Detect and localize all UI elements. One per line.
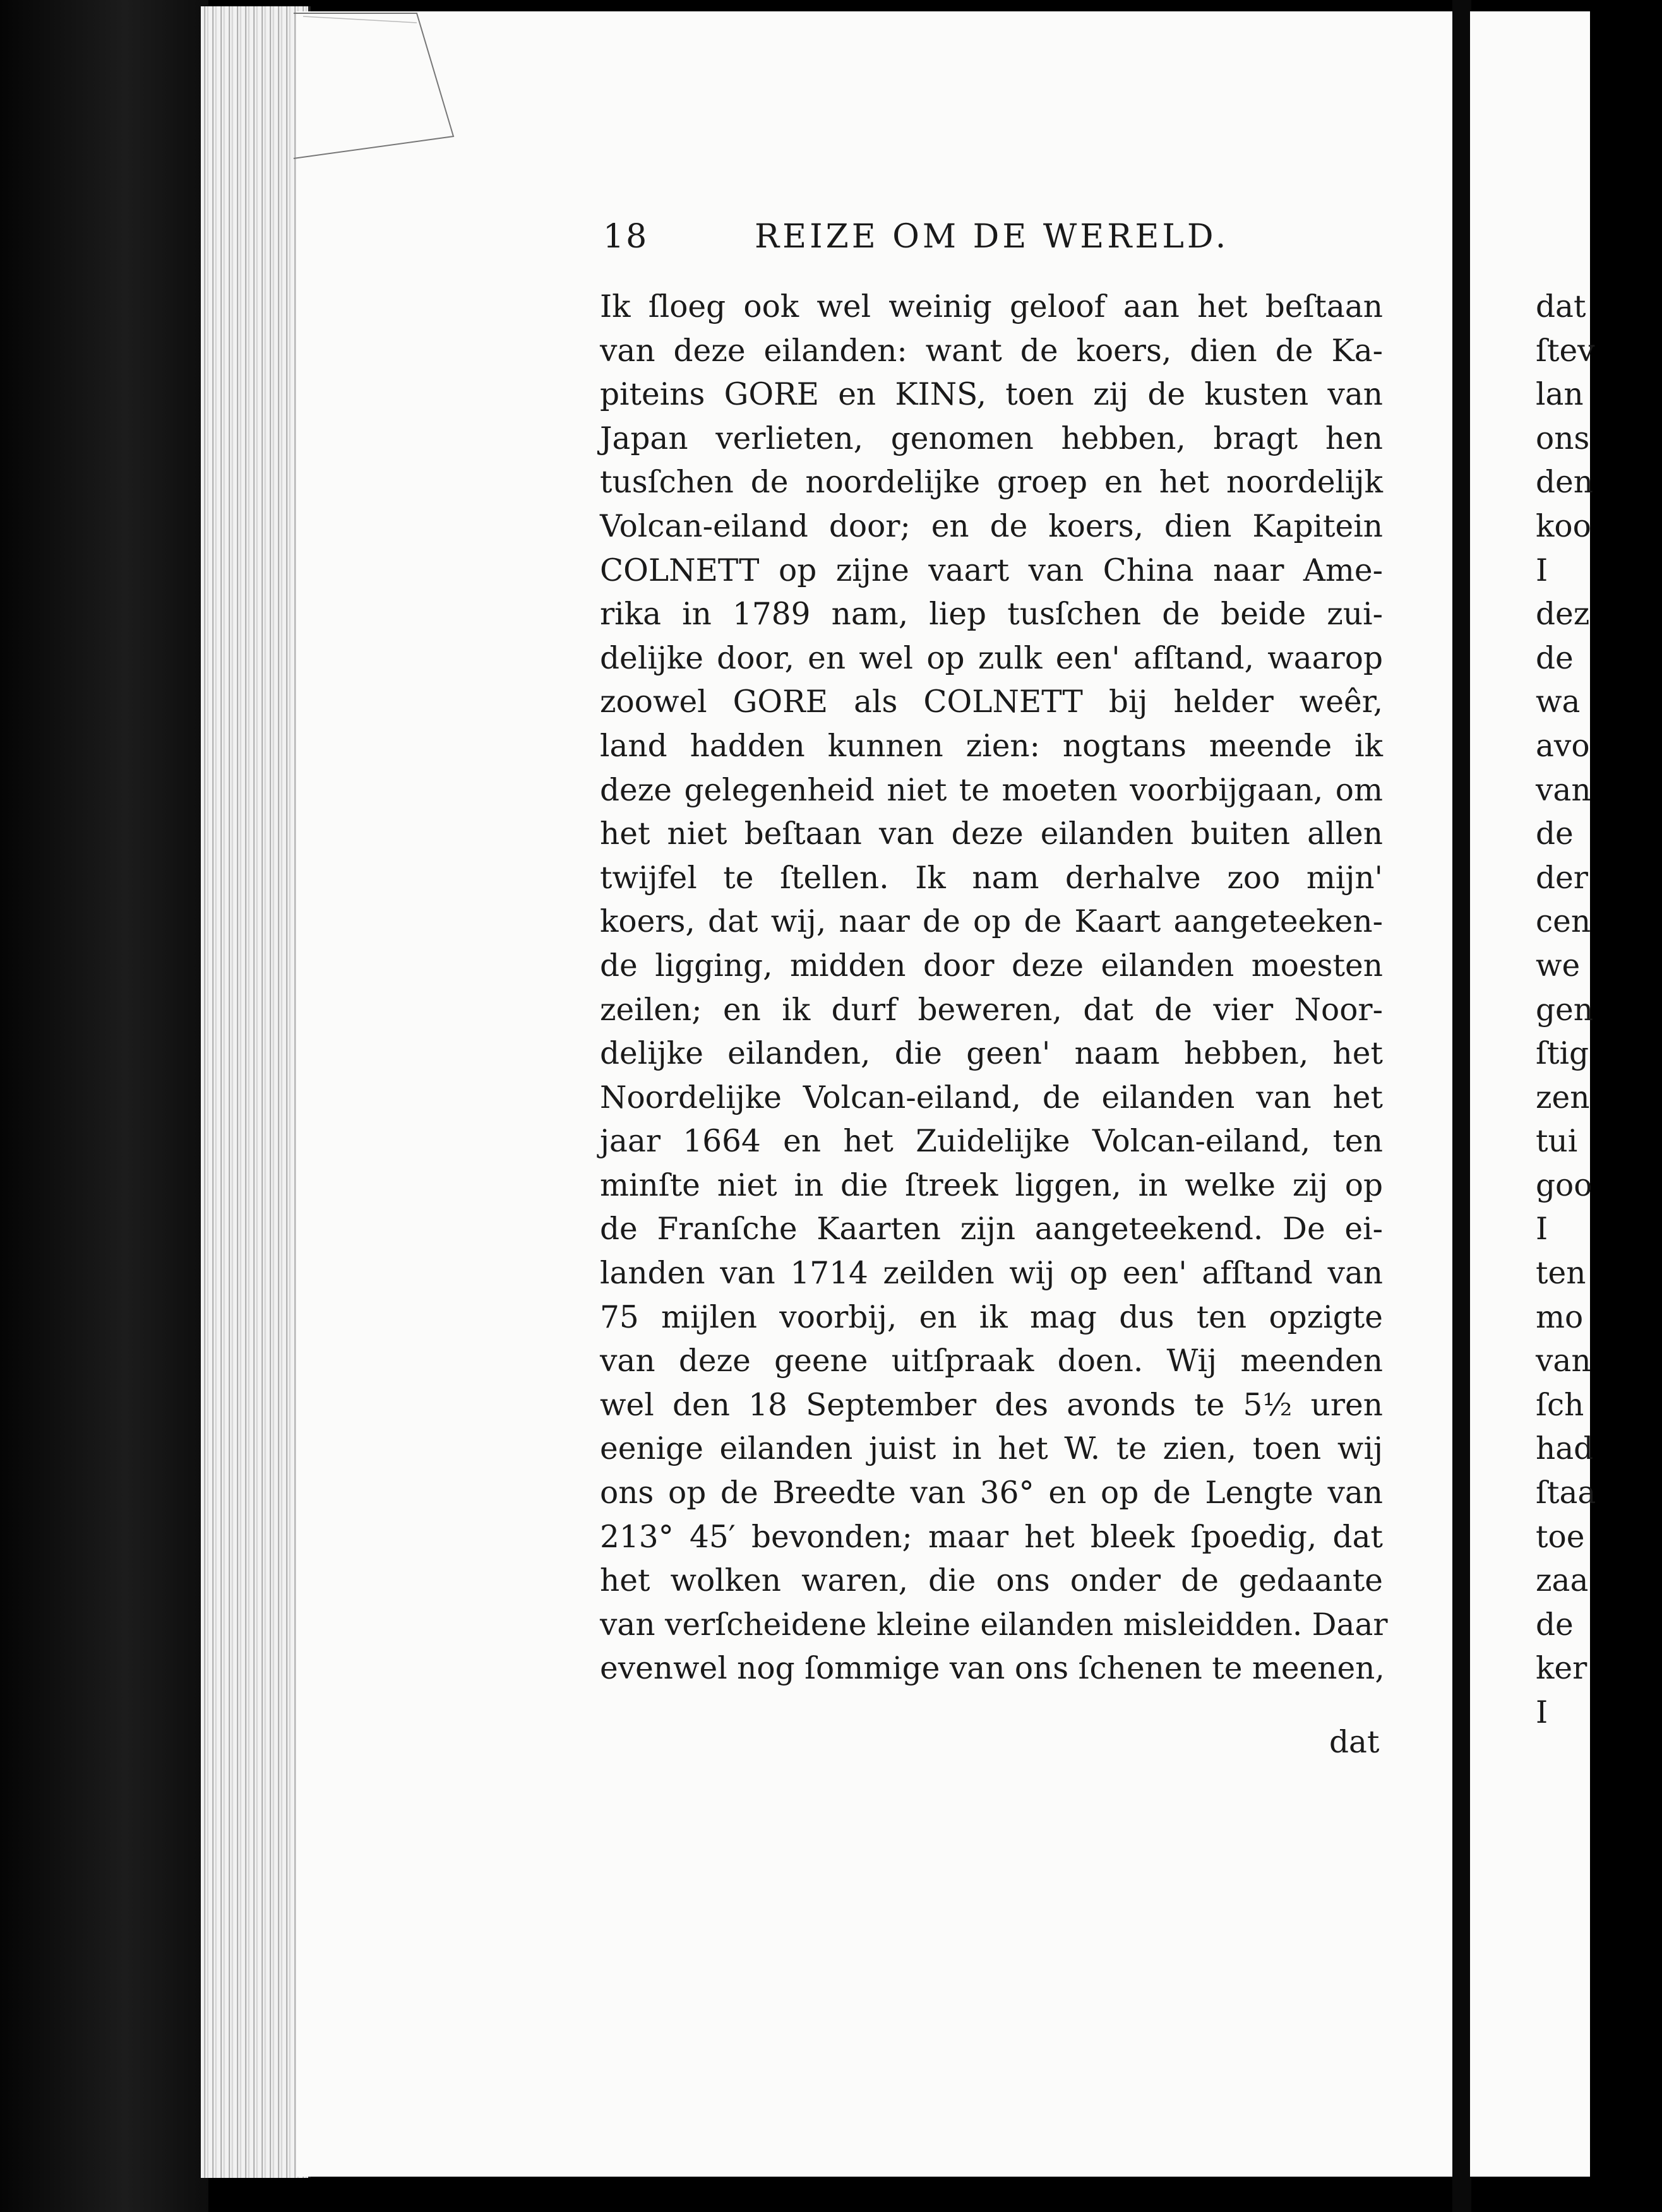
text-line: 75 mijlen voorbij, en ik mag dus ten opzigte: [600, 1299, 1383, 1335]
text-line: Noordelijke Volcan-eiland, de eilanden van het: [600, 1079, 1383, 1115]
text-line: Ik ſloeg ook wel weinig geloof aan het beſtaan: [600, 289, 1383, 324]
right-page-fragment: den: [1536, 465, 1593, 501]
text-line: van deze eilanden: want de koers, dien de Ka-: [600, 333, 1383, 369]
right-page-fragment: we: [1536, 948, 1581, 984]
text-line: COLNETT op zijne vaart van China naar Ame-: [600, 552, 1383, 588]
right-page-fragment: I: [1536, 1211, 1548, 1247]
body-text: [600, 285, 1388, 1691]
right-page-fragment: goo: [1536, 1167, 1593, 1203]
running-title: REIZE OM DE WERELD.: [755, 218, 1229, 256]
page-edges: [201, 6, 311, 2178]
text-line: tusſchen de noordelijke groep en het noordelijk: [600, 465, 1383, 501]
text-line: Volcan-eiland door; en de koers, dien Kapitein: [600, 508, 1383, 544]
right-page-fragment: van: [1536, 772, 1591, 808]
running-header: [603, 218, 1386, 268]
right-page-fragment: de: [1536, 640, 1574, 676]
text-line: land hadden kunnen zien: nogtans meende ik: [600, 728, 1383, 764]
text-line: piteins GORE en KINS, toen zij de kusten van: [600, 377, 1383, 413]
text-line: ons op de Breedte van 36° en op de Lengte van: [600, 1475, 1383, 1511]
text-line: twijfel te ſtellen. Ik nam derhalve zoo mijn': [600, 860, 1383, 896]
text-line: de ligging, midden door deze eilanden moesten: [600, 948, 1383, 984]
text-line: wel den 18 September des avonds te 5½ uren: [600, 1387, 1383, 1423]
right-page-fragment: lan: [1536, 377, 1584, 413]
text-line: minſte niet in die ſtreek liggen, in welke zij op: [600, 1167, 1383, 1203]
right-page-fragment: dat: [1536, 289, 1586, 324]
binding-gutter: [0, 0, 208, 2212]
right-page-fragment: I: [1536, 552, 1548, 588]
right-page-fragment: der: [1536, 860, 1588, 896]
right-page-fragment: cen: [1536, 904, 1591, 940]
right-page-fragment: ker: [1536, 1651, 1587, 1687]
right-page-fragment: ſtaa: [1536, 1475, 1596, 1511]
catchword: dat: [1329, 1725, 1380, 1760]
text-line: koers, dat wij, naar de op de Kaart aangeteeken-: [600, 904, 1383, 940]
right-page-fragment: de: [1536, 1607, 1574, 1643]
text-line: Japan verlieten, genomen hebben, bragt hen: [600, 420, 1383, 456]
right-page-fragment: mo: [1536, 1299, 1584, 1335]
right-page-fragment: had: [1536, 1431, 1594, 1467]
text-line: delijke door, en wel op zulk een' afſtand, waarop: [600, 640, 1383, 676]
right-page-fragment: dez: [1536, 597, 1590, 633]
text-line: eenige eilanden juist in het W. te zien, toen wij: [600, 1431, 1383, 1467]
text-line: het niet beſtaan van deze eilanden buiten allen: [600, 816, 1383, 852]
text-line: zeilen; en ik durf beweren, dat de vier Noor-: [600, 992, 1383, 1028]
right-page-fragment: ons: [1536, 420, 1590, 456]
text-line: evenwel nog ſommige van ons ſchenen te meenen,: [600, 1651, 1385, 1687]
text-line: rika in 1789 nam, liep tusſchen de beide zui-: [600, 597, 1383, 633]
right-page-fragment: koo: [1536, 508, 1591, 544]
right-page-fragment: ſtev: [1536, 333, 1595, 369]
text-line: van verſcheidene kleine eilanden misleidden. Daar: [600, 1607, 1388, 1643]
text-line: 213° 45′ bevonden; maar het bleek ſpoedig, dat: [600, 1519, 1383, 1555]
spine-shadow: [1452, 0, 1471, 2212]
right-page-fragment: van: [1536, 1343, 1591, 1379]
right-page-fragment: gen: [1536, 992, 1593, 1028]
right-page-fragment: I: [1536, 1695, 1548, 1730]
right-page-fragment: avo: [1536, 728, 1590, 764]
right-page-fragment: zaa: [1536, 1563, 1589, 1599]
right-page-text: [1536, 285, 1662, 1735]
right-page-fragment: tui: [1536, 1124, 1578, 1160]
text-line: het wolken waren, die ons onder de gedaante: [600, 1563, 1383, 1599]
right-page-fragment: ſch: [1536, 1387, 1584, 1423]
right-page-fragment: zen: [1536, 1079, 1590, 1115]
text-line: jaar 1664 en het Zuidelijke Volcan-eiland, ten: [600, 1124, 1383, 1160]
right-page-fragment: ten: [1536, 1256, 1586, 1292]
text-line: delijke eilanden, die geen' naam hebben, het: [600, 1036, 1383, 1072]
text-line: van deze geene uitſpraak doen. Wij meenden: [600, 1343, 1383, 1379]
right-page-fragment: ſtig: [1536, 1036, 1589, 1072]
right-page-fragment: toe: [1536, 1519, 1585, 1555]
page-number: 18: [603, 218, 649, 256]
text-line: zoowel GORE als COLNETT bij helder weêr,: [600, 684, 1383, 720]
right-page-fragment: wa: [1536, 684, 1581, 720]
right-page-fragment: de: [1536, 816, 1574, 852]
text-line: de Franſche Kaarten zijn aangeteekend. De ei-: [600, 1211, 1383, 1247]
text-line: landen van 1714 zeilden wij op een' afſtand van: [600, 1256, 1383, 1292]
text-line: deze gelegenheid niet te moeten voorbijgaan, om: [600, 772, 1383, 808]
